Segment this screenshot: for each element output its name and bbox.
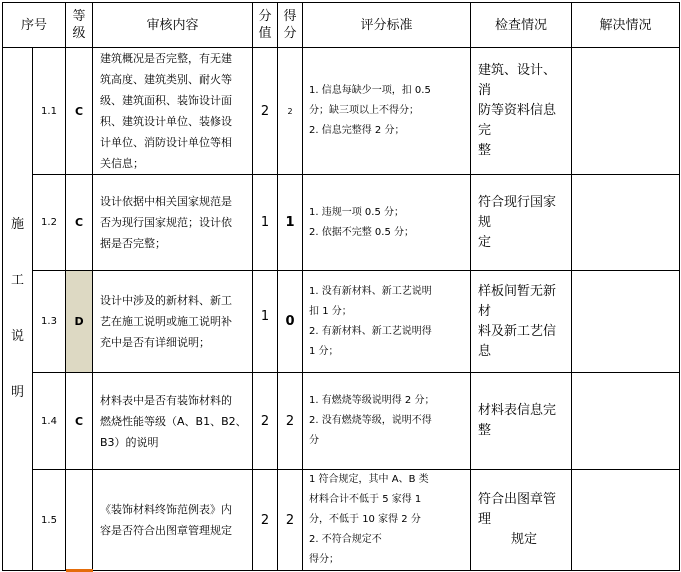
row-content — [93, 175, 253, 271]
section-char: 明 — [10, 385, 24, 400]
check-line: 规定 — [511, 532, 538, 547]
section-char: 说 — [10, 329, 24, 344]
row-got: 0 — [278, 271, 303, 373]
row-index: 1.5 — [33, 470, 66, 571]
header-standard: 评分标准 — [303, 3, 471, 48]
content-line: 积、建筑设计单位、装修设 — [100, 115, 233, 128]
row-solve — [572, 373, 680, 470]
check-line: 料及新工艺信息 — [478, 323, 557, 359]
standard-line: 1 分； — [309, 345, 339, 357]
content-line: 计单位、消防设计单位等相 — [100, 136, 233, 149]
table-row — [3, 271, 680, 373]
row-solve — [572, 271, 680, 373]
standard-line: 得分； — [309, 554, 340, 565]
check-line: 建筑、设计、消 — [478, 63, 557, 98]
row-standard — [303, 271, 471, 373]
header-grade — [66, 3, 93, 48]
content-line: 级、建筑面积、装饰设计面 — [100, 94, 233, 107]
standard-line: 材料合计不低于 5 家得 1 — [309, 494, 422, 505]
row-solve — [572, 470, 680, 571]
header-grade-line1: 等 — [72, 9, 86, 24]
row-got: 2 — [278, 373, 303, 470]
check-line: 符合现行国家规 — [478, 194, 557, 230]
review-table — [2, 2, 680, 571]
standard-line: 2. 信息完整得 2 分； — [309, 125, 405, 136]
row-score: 2 — [253, 470, 278, 571]
section-char: 工 — [10, 273, 24, 288]
row-grade — [66, 470, 93, 571]
standard-line: 分 — [309, 435, 320, 446]
header-score-line1: 分 — [258, 9, 272, 24]
row-score: 2 — [253, 48, 278, 175]
header-got-line2: 分 — [283, 26, 297, 41]
row-got: 1 — [278, 175, 303, 271]
content-line: 筑高度、建筑类别、耐火等 — [100, 73, 233, 86]
content-line: 材料表中是否有装饰材料的 — [100, 393, 233, 407]
row-index: 1.3 — [33, 271, 66, 373]
content-line: 容是否符合出图章管理规定 — [100, 524, 233, 537]
row-grade: C — [66, 175, 93, 271]
standard-line: 1. 违规一项 0.5 分； — [309, 206, 404, 218]
row-got: 2 — [278, 48, 303, 175]
header-grade-line2: 级 — [72, 26, 86, 41]
header-row — [3, 3, 680, 48]
standard-line: 2. 有新材料、新工艺说明得 — [309, 325, 432, 337]
standard-line: 2. 没有燃烧等级，说明不得 — [309, 415, 432, 426]
row-grade: C — [66, 48, 93, 175]
content-line: 燃烧性能等级（A、B1、B2、 — [100, 414, 247, 428]
row-check — [471, 470, 572, 571]
row-solve — [572, 175, 680, 271]
header-solve: 解决情况 — [572, 3, 680, 48]
check-line: 样板间暂无新材 — [478, 283, 557, 319]
content-line: 建筑概况是否完整，有无建 — [100, 52, 233, 65]
standard-line: 分；缺三项以上不得分； — [309, 105, 420, 116]
row-standard — [303, 470, 471, 571]
header-score-line2: 值 — [258, 26, 272, 41]
section-label — [3, 48, 33, 571]
check-line: 材料表信息完整 — [478, 403, 557, 438]
header-got-line1: 得 — [283, 9, 297, 24]
table-row — [3, 373, 680, 470]
row-index: 1.4 — [33, 373, 66, 470]
row-grade: C — [66, 373, 93, 470]
check-line: 符合出图章管理 — [478, 492, 557, 527]
row-content — [93, 373, 253, 470]
row-content — [93, 48, 253, 175]
row-check — [471, 373, 572, 470]
standard-line: 1. 有燃烧等级说明得 2 分； — [309, 395, 435, 406]
row-standard — [303, 48, 471, 175]
header-score — [253, 3, 278, 48]
header-content: 审核内容 — [93, 3, 253, 48]
content-line: 据是否完整； — [100, 237, 167, 250]
header-seq: 序号 — [3, 3, 66, 48]
standard-line: 2. 依据不完整 0.5 分； — [309, 226, 414, 238]
row-check — [471, 271, 572, 373]
check-line: 防等资料信息完 — [478, 103, 557, 138]
row-score: 1 — [253, 175, 278, 271]
header-check: 检查情况 — [471, 3, 572, 48]
row-standard — [303, 373, 471, 470]
row-check — [471, 175, 572, 271]
content-line: 设计依据中相关国家规范是 — [100, 195, 233, 208]
header-got — [278, 3, 303, 48]
section-char: 施 — [10, 217, 24, 232]
row-score: 1 — [253, 271, 278, 373]
content-line: B3）的说明 — [100, 435, 159, 449]
table-row — [3, 175, 680, 271]
table-row — [3, 48, 680, 175]
standard-line: 1 符合规定，其中 A、B 类 — [309, 474, 429, 485]
row-content — [93, 470, 253, 571]
table-row — [3, 470, 680, 571]
standard-line: 1. 没有新材料、新工艺说明 — [309, 285, 432, 297]
standard-line: 分，不低于 10 家得 2 分 — [309, 514, 421, 525]
standard-line: 扣 1 分； — [309, 305, 352, 317]
row-content — [93, 271, 253, 373]
row-check — [471, 48, 572, 175]
content-line: 否为现行国家规范；设计依 — [100, 216, 233, 229]
row-index: 1.2 — [33, 175, 66, 271]
row-solve — [572, 48, 680, 175]
row-grade: D — [66, 271, 93, 373]
standard-line: 2. 不符合规定不 — [309, 534, 382, 545]
standard-line: 1. 信息每缺少一项，扣 0.5 — [309, 85, 431, 96]
content-line: 关信息； — [100, 157, 145, 170]
content-line: 设计中涉及的新材料、新工 — [100, 294, 233, 307]
row-got: 2 — [278, 470, 303, 571]
check-line: 整 — [478, 143, 492, 158]
row-index: 1.1 — [33, 48, 66, 175]
content-line: 充中是否有详细说明； — [100, 336, 211, 349]
content-line: 艺在施工说明或施工说明补 — [100, 315, 233, 328]
row-score: 2 — [253, 373, 278, 470]
row-standard — [303, 175, 471, 271]
content-line: 《装饰材料终饰范例表》内 — [100, 503, 233, 516]
check-line: 定 — [478, 234, 492, 250]
